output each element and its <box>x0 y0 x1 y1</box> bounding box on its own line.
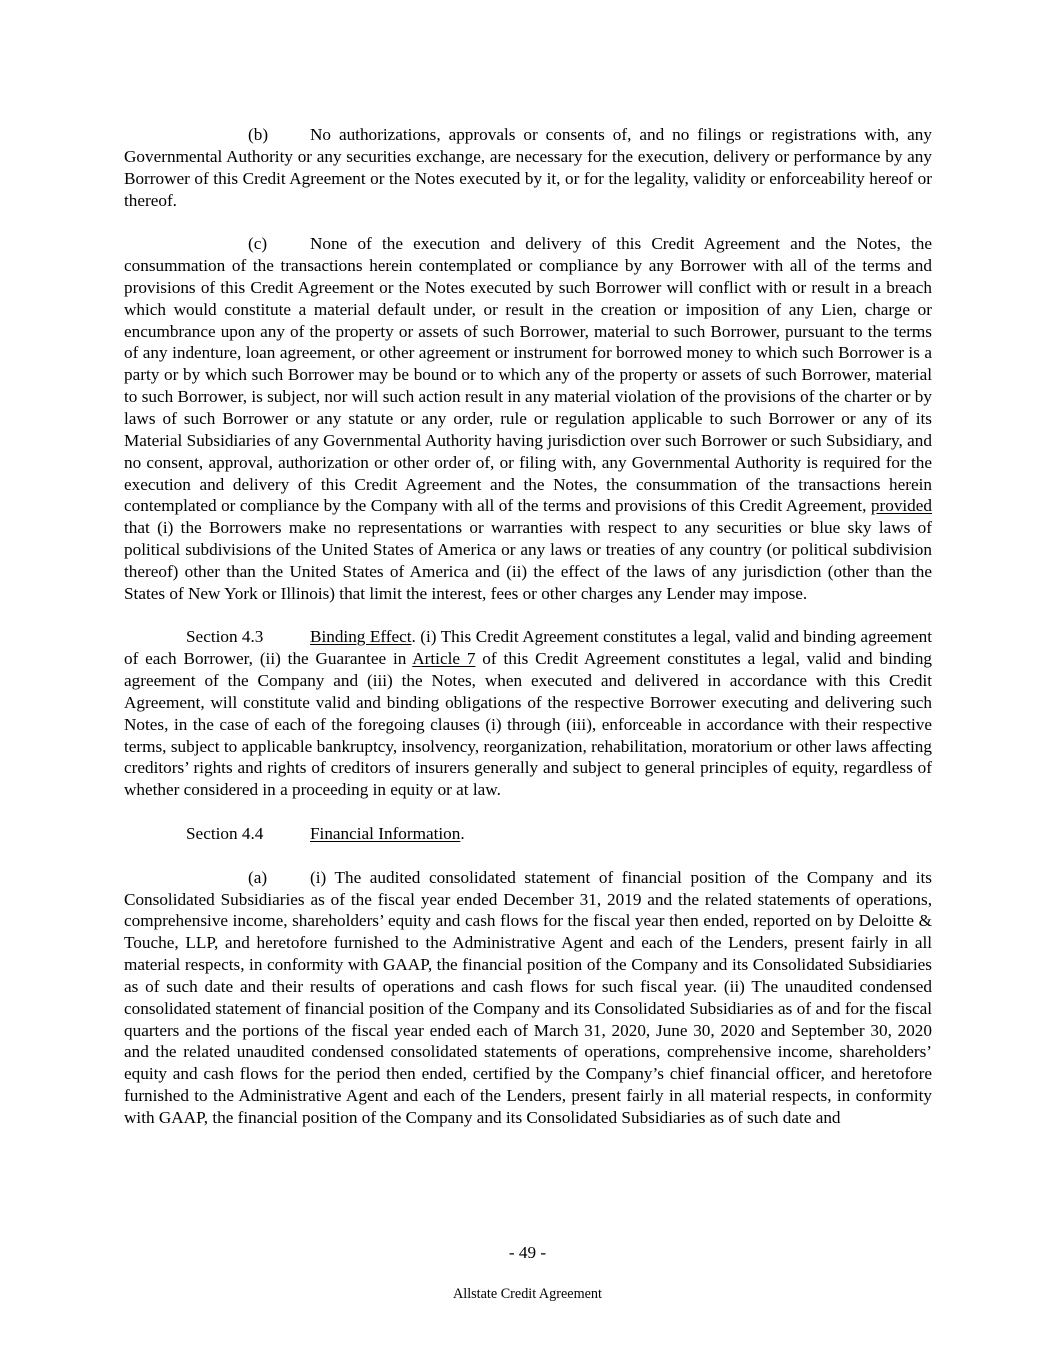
section-4-4-period: . <box>460 824 465 843</box>
section-4-3-heading: Binding Effect <box>310 627 412 647</box>
paragraph-c-text-before: None of the execution and delivery of this Credit Agreement and the Notes, the consummation of the transactions herein contemplated or compliance by any Borrower with all of the terms and provisions of this Credit Agreement or the Notes executed by such Borrower will conflict with or result in a breach which would constitute a material default under, or result in the creation or imposition of any Lien, charge or encumbrance upon any of the property or assets of such Borrower, material to such Borrower, pursuant to the terms of any indenture, loan agreement, or other agreement or instrument for borrowed money to which such Borrower is a party or by which such Borrower may be bound or to which any of the property or assets of such Borrower, material to such Borrower, is subject, nor will such action result in any material violation of the provisions of the charter or by laws of such Borrower or any statute or any order, rule or regulation applicable to such Borrower or any of its Material Subsidiaries of any Governmental Authority having jurisdiction over such Borrower or such Subsidiary, and no consent, approval, authorization or other order of, or filing with, any Governmental Authority is required for the execution and delivery of this Credit Agreement and the Notes, the consummation of the transactions herein contemplated or compliance by the Company with all of the terms and provisions of this Credit Agreement, <box>124 234 932 516</box>
section-4-4-heading: Financial Information <box>310 824 461 843</box>
section-4-4-number: Section 4.4 <box>186 824 264 843</box>
section-4-3-number: Section 4.3 <box>186 627 264 647</box>
article-7-reference: Article 7 <box>412 649 476 669</box>
paragraph-a <box>124 867 932 1129</box>
paragraph-b-text: No authorizations, approvals or consents of, and no filings or registrations with, any Governmental Authority or any securities exchange, are necessary for the execution, delivery or performance by any Borrower of this Credit Agreement or the Notes executed by it, or for the legality, validity or enforceability hereof or thereof. <box>124 125 932 210</box>
paragraph-c <box>124 233 932 604</box>
document-page <box>124 124 932 1129</box>
section-4-3-text-1: . (i) This Credit Agreement constitutes a legal, valid and binding agreement of each Borrower, (ii) the Guarantee in <box>124 627 932 669</box>
document-title: Allstate Credit Agreement <box>453 1286 602 1302</box>
section-4-3-text-2: of this Credit Agreement constitutes a legal, valid and binding agreement of the Company and (iii) the Notes, when executed and delivered in accordance with this Credit Agreement, will constitute valid and binding obligations of the respective Borrower executing and delivering such Notes, in the case of each of the foregoing clauses (i) through (iii), enforceable in accordance with their respective terms, subject to applicable bankruptcy, insolvency, reorganization, rehabilitation, moratorium or other laws affecting creditors’ rights and rights of creditors of insurers generally and subject to general principles of equity, regardless of whether considered in a proceeding in equity or at law. <box>124 649 933 800</box>
paragraph-c-label: (c) <box>248 234 268 254</box>
section-4-4 <box>124 823 932 845</box>
paragraph-a-label: (a) <box>248 867 268 887</box>
paragraph-b-label: (b) <box>248 125 269 144</box>
provided-term: provided <box>870 496 933 516</box>
paragraph-c-text-after: that (i) the Borrowers make no representations or warranties with respect to any securities or blue sky laws of political subdivisions of the United States of America or any laws or treaties of any country (or political subdivision thereof) other than the United States of America and (ii) the effect of the laws of any jurisdiction (other than the States of New York or Illinois) that limit the interest, fees or other charges any Lender may impose. <box>124 518 932 603</box>
page-number: - 49 - <box>508 1243 547 1262</box>
paragraph-a-text: (i) The audited consolidated statement of financial position of the Company and its Consolidated Subsidiaries as of the fiscal year ended December 31, 2019 and the related statements of operations, comprehensive income, shareholders’ equity and cash flows for the fiscal year then ended, reported on by Deloitte & Touche, LLP, and heretofore furnished to the Administrative Agent and each of the Lenders, present fairly in all material respects, in conformity with GAAP, the financial position of the Company and its Consolidated Subsidiaries as of such date and their results of operations and cash flows for such fiscal year. (ii) The unaudited condensed consolidated statement of financial position of the Company and its Consolidated Subsidiaries as of and for the fiscal quarters and the portions of the fiscal year ended each of March 31, 2020, June 30, 2020 and September 30, 2020 and the related unaudited condensed consolidated statements of operations, comprehensive income, shareholders’ equity and cash flows for the period then ended, certified by the Company’s chief financial officer, and heretofore furnished to the Administrative Agent and each of the Lenders, present fairly in all material respects, in conformity with GAAP, the financial position of the Company and its Consolidated Subsidiaries as of such date and <box>124 867 932 1127</box>
section-4-3 <box>124 626 932 801</box>
paragraph-b <box>124 124 932 211</box>
